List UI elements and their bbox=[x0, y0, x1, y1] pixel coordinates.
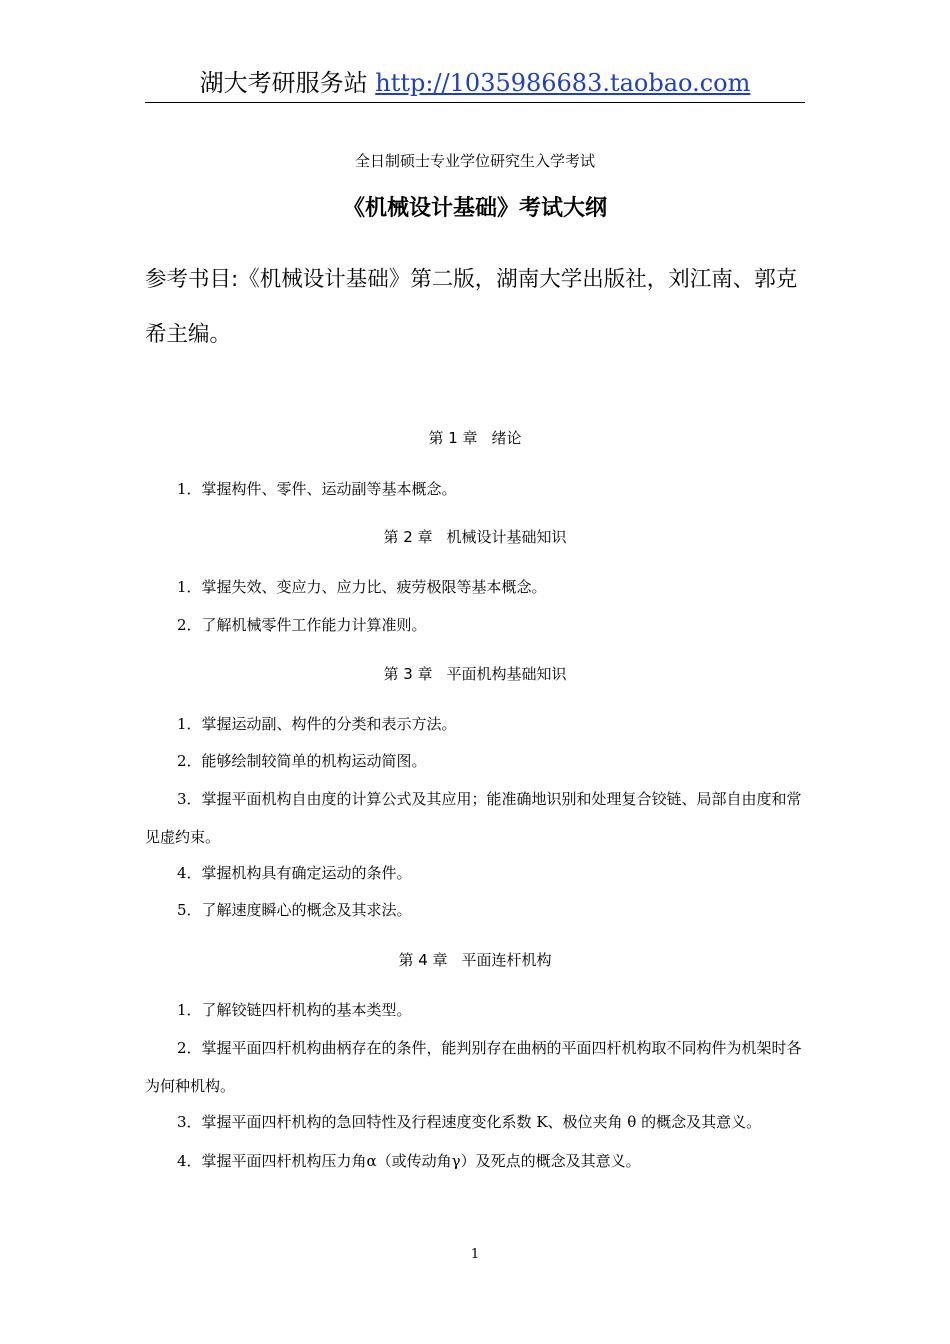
header-divider bbox=[145, 102, 805, 103]
chapter-number: 第 2 章 bbox=[383, 528, 433, 546]
chapter-heading bbox=[145, 527, 805, 547]
chapter-heading bbox=[145, 428, 805, 448]
chapter-name: 平面机构基础知识 bbox=[446, 665, 567, 683]
chapter-number: 第 3 章 bbox=[383, 665, 433, 683]
syllabus-item: 1．掌握构件、零件、运动副等基本概念。 bbox=[177, 480, 457, 498]
syllabus-item: 2．能够绘制较简单的机构运动简图。 bbox=[177, 752, 427, 770]
page-number: 1 bbox=[470, 1247, 480, 1262]
page-header bbox=[145, 68, 805, 98]
reference-book: 参考书目:《机械设计基础》第二版，湖南大学出版社，刘江南、郭克希主编。 bbox=[145, 267, 798, 347]
chapter-heading bbox=[145, 950, 805, 970]
chapter-name: 平面连杆机构 bbox=[461, 951, 552, 969]
chapter-number: 第 1 章 bbox=[428, 429, 478, 447]
chapter-heading bbox=[145, 664, 805, 684]
header-url-link[interactable]: http://1035986683.taobao.com bbox=[375, 69, 751, 97]
syllabus-item: 3．掌握平面机构自由度的计算公式及其应用；能准确地识别和处理复合铰链、局部自由度和常见虚约束。 bbox=[145, 790, 802, 846]
chapter-name: 机械设计基础知识 bbox=[446, 528, 567, 546]
chapter-name: 绪论 bbox=[491, 429, 522, 447]
document-subtitle: 全日制硕士专业学位研究生入学考试 bbox=[354, 152, 595, 170]
syllabus-item: 1．了解铰链四杆机构的基本类型。 bbox=[177, 1001, 412, 1019]
chapter-number: 第 4 章 bbox=[398, 951, 448, 969]
syllabus-item: 5．了解速度瞬心的概念及其求法。 bbox=[177, 901, 412, 919]
syllabus-item: 4．掌握平面四杆机构压力角α（或传动角γ）及死点的概念及其意义。 bbox=[177, 1152, 641, 1170]
syllabus-item: 1．掌握运动副、构件的分类和表示方法。 bbox=[177, 715, 457, 733]
header-site-name: 湖大考研服务站 bbox=[199, 69, 368, 97]
syllabus-item: 4．掌握机构具有确定运动的条件。 bbox=[177, 864, 412, 882]
syllabus-item: 2．掌握平面四杆机构曲柄存在的条件，能判别存在曲柄的平面四杆机构取不同构件为机架时各为何种机构。 bbox=[145, 1039, 802, 1095]
document-title: 《机械设计基础》考试大纲 bbox=[342, 196, 607, 221]
syllabus-item: 2．了解机械零件工作能力计算准则。 bbox=[177, 616, 427, 634]
syllabus-item: 1．掌握失效、变应力、应力比、疲劳极限等基本概念。 bbox=[177, 578, 547, 596]
syllabus-item: 3．掌握平面四杆机构的急回特性及行程速度变化系数 K、极位夹角 θ 的概念及其意义。 bbox=[177, 1113, 762, 1131]
